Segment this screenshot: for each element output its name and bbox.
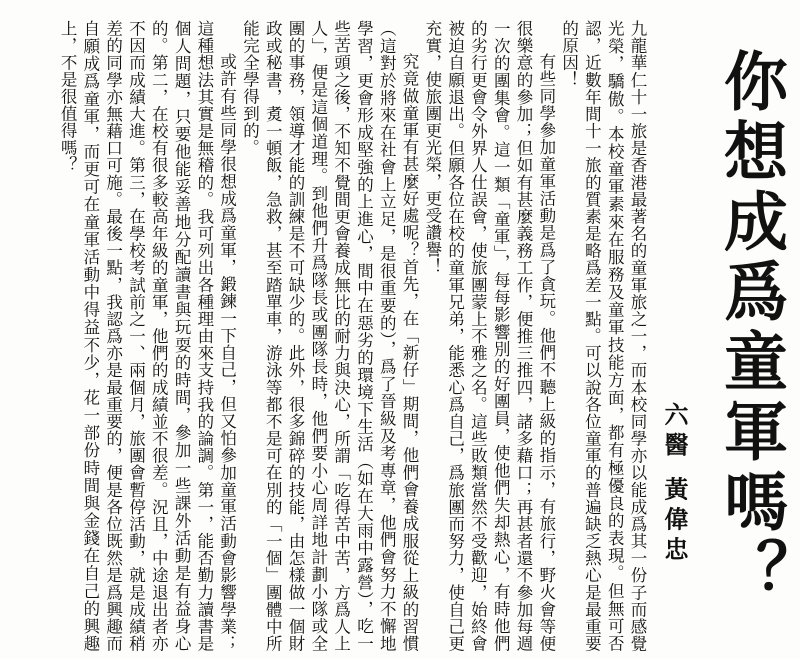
paragraph-1: 九龍華仁十一旅是香港最著名的童軍旅之一，而本校同學亦以能成爲其一份子而感覺光榮，驕傲。本校童軍素來在服務及童軍技能方面，都有極優良的表現。但無可否認，近數年間十一旅的質素是略爲差一點。可以說各位童軍的普遍缺乏熱心是最重要的原因！ (559, 20, 647, 652)
paragraph-4: 或許有些同學很想成爲童軍，鍛鍊一下自己，但又怕參加童軍活動會影響學業；這種想法其實是無稽的。我可列出各種理由來支持我的論調。第一，能否勤力讀書是個人問題，只要他能妥善地分配讀書與玩耍的時間，參加一些課外活動是有益身心的。第二，在校有很多較高年級的童軍，他們的成績並不很差。況且，中途退出者亦不因而成績大進。第三，在學校考試前之一、兩個月，旅團會暫停活動，就是成績稍差的同學亦無藉口可施。最後一點，我認爲亦是最重要的，便是各位既然是爲興趣而自願成爲童軍，而更可在童軍活動中得益不少，花一部份時間與金錢在自己的興趣上，不是很值得嗎？ (58, 20, 237, 652)
paragraph-2: 有些同學參加童軍活動是爲了貪玩。他們不聽上級的指示，有旅行，野火會等便很樂意的參加；但如有甚麼義務工作，便推三推四，諸多藉口；再甚者還不參加每週一次的團集會。這一類「童軍」，每每影響別的好團員，使他們失却熱心，有時他們的劣行更會令外界人仕誤會，使旅團蒙上不雅之名。這些敗類當然不受歡迎，始終會被迫自願退出。但願各位在校的童軍兄弟，能悉心爲自己，爲旅團而努力，使自己更充實，使旅團更光榮，更受讚譽！ (422, 20, 556, 652)
article-body (8, 20, 648, 652)
article-byline: 六醫 黃偉忠 (660, 402, 689, 567)
article-title: 你想成爲童軍嗎？ (713, 48, 788, 608)
paragraph-3: 究竟做童軍有甚麼好處呢？首先，在「新仔」期間，他們會養成服從上級的習慣（這對於將來在社會上立足，是很重要的），爲了晉級及考專章，他們會努力不懈地學習，更會形成堅強的上進心，間中在惡劣的環境下生活（如在大雨中露營），吃一些苦頭之後，不知不覺間更會養成無比的耐力與決心，所謂「吃得苦中苦，方爲人上人」，便是這個道理。到他們升爲隊長或團隊長時，他們要小心周詳地計劃小隊或全團的事務，領導才能的訓練是不可缺少的。此外，很多錦碎的技能，由怎樣做一個財政或秘書，煑一頓飯，急救，甚至踏單車，游泳等都不是可在別的「一個」團體中所能完全學得到的。 (240, 20, 420, 652)
